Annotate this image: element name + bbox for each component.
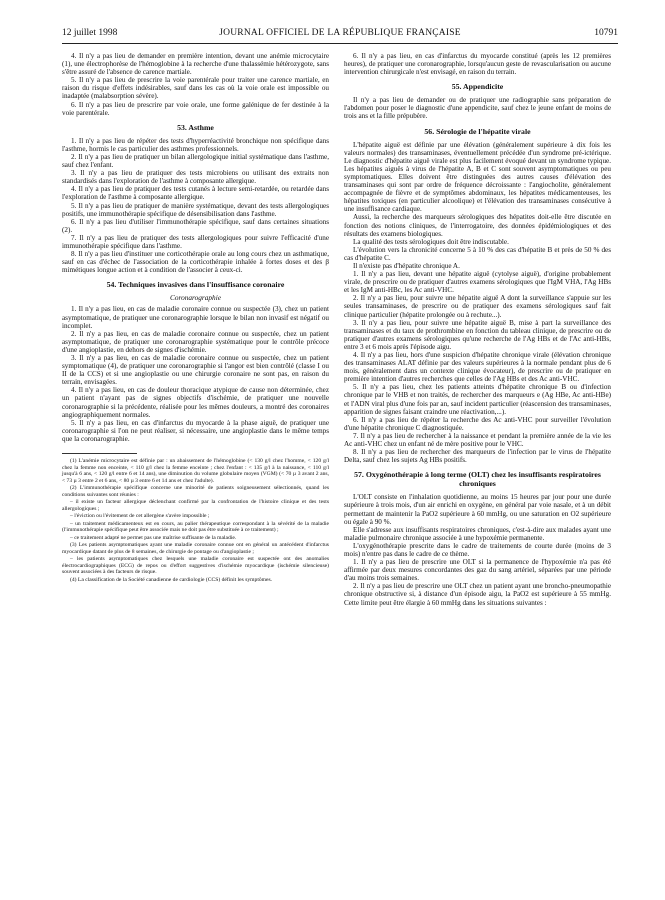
footnote: – il existe un facteur allergique déclenchant confirmé par la confrontation de l'histoire clinique et des tests allergologiques ; xyxy=(62,499,329,512)
paragraph: L'oxygénothérapie prescrite dans le cadre de traitements de courte durée (moins de 3 mois) n'entre pas dans le cadre de ce thème. xyxy=(344,541,611,558)
paragraph: 7. Il n'y a pas lieu de rechercher à la naissance et pendant la première année de la vie les Ac anti-VHC chez un enfant né de mère positive pour le VHC. xyxy=(344,431,611,449)
paragraph: 1. Il n'y a pas lieu, en cas de maladie coronaire connue ou suspectée (3), chez un patient asymptomatique, de pratiquer une coronarographie lorsque le bilan non invasif est négatif ou incomplet. xyxy=(62,305,329,330)
paragraph: 5. Il n'y a pas lieu de pratiquer de manière systématique, devant des tests allergologiques positifs, une immunothérapie spécifique de désensibilisation dans l'asthme. xyxy=(62,201,329,218)
paragraph: 2. Il n'y a pas lieu, en cas de maladie coronaire connue ou suspectée, chez un patient asymptomatique, de pratiquer une coronarographie systématique pour le contrôle précoce d'une angioplastie, en dehors de signes d'ischémie. xyxy=(62,329,329,354)
paragraph: 6. Il n'y a pas lieu de répéter la recherche des Ac anti-VHC pour surveiller l'évolution d'une hépatite chronique C diagnostiquée. xyxy=(344,415,611,432)
paragraph: 6. Il n'y a pas lieu d'utiliser l'immunothérapie spécifique, sauf dans certaines situations (2). xyxy=(62,217,329,234)
paragraph: 3. Il n'y a pas lieu de pratiquer des tests microbiens ou utilisant des extraits non standardisés dans l'exploration de l'asthme à composante allergique. xyxy=(62,169,329,186)
paragraph: 4. Il n'y a pas lieu de pratiquer des tests cutanés à lecture semi-retardée, ou retardée dans l'exploration de l'asthme à composante allergique. xyxy=(62,185,329,202)
paragraph: 4. Il n'y a pas lieu, en cas de douleur thoracique atypique de cause non déterminée, chez un patient n'ayant pas de signes objectifs d'ischémie, de pratiquer une nouvelle coronarographie si la précédente, réalisée pour les mêmes douleurs, a montré des coronaires angiographiquement normales. xyxy=(62,386,329,419)
paragraph: 8. Il n'y a pas lieu de rechercher des marqueurs de l'infection par le virus de l'hépatite Delta, sauf chez les sujets Ag HBs positifs. xyxy=(344,448,611,465)
paragraph: 8. Il n'y a pas lieu d'instituer une corticothérapie orale au long cours chez un asthmatique, sauf en cas d'échec de l'association de la corticothérapie inhalée à fortes doses et des β mimétiques longue action et à condition de l'associer à ceux-ci. xyxy=(62,250,329,275)
footnote: (3) Les patients asymptomatiques ayant une maladie coronaire connue ont en général un antécédent d'infarctus myocardique datant de plus de 8 semaines, de chirurgie de pontage ou d'angioplastie ; xyxy=(62,542,329,555)
paragraph: 4. Il n'y a pas lieu, hors d'une suspicion d'hépatite chronique virale (élévation chronique des transaminases ALAT définie par des valeurs supérieures à la normale pendant plus de 6 mois, généralement dans un contexte clinique évocateur), de prescrire ou de pratiquer en première intention d'autres recherches que celles de l'Ag HBs et des Ac anti-VHC. xyxy=(344,351,611,384)
section-subheading: Coronarographie xyxy=(170,293,221,303)
footnote: – ce traitement adapté ne permet pas une maîtrise suffisante de la maladie. xyxy=(70,534,237,541)
intro-paragraphs xyxy=(344,52,611,76)
paragraph: 6. Il n'y a pas lieu, en cas d'infarctus du myocarde constitué (après les 12 premières heures), de pratiquer une coronarographie, lorsqu'aucun geste de revascularisation ou aucune intervention chirurgicale n'est envisagé, en raison du terrain. xyxy=(344,52,611,77)
section-asthme xyxy=(62,137,329,275)
section-heading: 55. Appendicite xyxy=(451,82,504,92)
paragraph: 3. Il n'y a pas lieu, pour suivre une hépatite aiguë B, mise à part la surveillance des transaminases et du taux de prothrombine en fonction du tableau clinique, de prescrire ou de pratiquer d'autres examens sérologiques qu'une recherche de l'Ag HBs et de l'Ac anti-HBs, entre 3 et 6 mois après l'épisode aigu. xyxy=(344,318,611,351)
section-heading: 57. Oxygénothérapie à long terme (OLT) chez les insuffisants respiratoires chroniques xyxy=(354,470,601,489)
header-date: 12 juillet 1998 xyxy=(62,28,118,38)
paragraph: Il n'existe pas d'hépatite chronique A. xyxy=(353,261,460,270)
paragraph: 1. Il n'y a pas lieu de répéter des tests d'hyperréactivité bronchique non spécifique dans l'asthme, hormis le cas particulier des asthmes professionnels. xyxy=(62,136,329,153)
intro-paragraphs xyxy=(62,52,329,117)
paragraph: 1. Il n'y a pas lieu, devant une hépatite aiguë (cytolyse aiguë), d'origine probablement virale, de prescrire ou de pratiquer d'autres examens sérologiques que l'IgM VHA, l'Ag HBs et les IgM anti-HBc, les Ac anti-VHC. xyxy=(344,270,611,295)
footnote-separator xyxy=(62,453,137,454)
footnote: (2) L'immunothérapie spécifique concerne une minorité de patients soigneusement sélectionnés, quand les conditions suivantes sont réunies : xyxy=(62,485,329,498)
paragraph: 5. Il n'y a pas lieu de prescrire la voie parentérale pour traiter une carence martiale, en raison du risque d'effets indésirables, sauf dans les cas où la voie orale est impossible ou inadaptée (malabsorption sévère). xyxy=(62,76,329,101)
section-heading: 54. Techniques invasives dans l'insuffisance coronaire xyxy=(106,280,285,290)
paragraph: Il n'y a pas lieu de demander ou de pratiquer une radiographie sans préparation de l'abdomen pour poser le diagnostic d'une appendicite, sauf chez le jeune enfant de moins de trois ans et la fille prépubère. xyxy=(344,96,611,121)
section-heading: 53. Asthme xyxy=(177,122,214,132)
section-oxygenotherapie xyxy=(344,493,611,606)
paragraph: 1. Il n'y a pas lieu de prescrire une OLT si la permanence de l'hypoxémie n'a pas été affirmée par deux mesures concordantes des gaz du sang artériel, séparées par une période d'au moins trois semaines. xyxy=(344,558,611,583)
paragraph: 4. Il n'y a pas lieu de demander en première intention, devant une anémie microcytaire (1), une électrophorèse de l'hémoglobine à la recherche d'une thalassémie hétérozygote, sans s'être assuré de l'absence de carence martiale. xyxy=(62,52,329,77)
paragraph: 6. Il n'y a pas lieu de prescrire par voie orale, une forme galénique de fer destinée à la voie parentérale. xyxy=(62,100,329,117)
paragraph: La qualité des tests sérologiques doit être indiscutable. xyxy=(353,237,509,246)
journal-title: JOURNAL OFFICIEL DE LA RÉPUBLIQUE FRANÇAISE xyxy=(219,28,461,38)
footnote: – l'éviction ou l'évitement de cet allergène s'avère impossible ; xyxy=(70,513,210,520)
footnote: (1) L'anémie microcytaire est définie par : un abaissement de l'hémoglobine (< 130 g/l chez l'homme, < 120 g/l chez la femme non enceinte, < 110 g/l chez la femme enceinte ; chez l'enfant : < 135 g/l à la naissance, < 110 g/l jusqu'à 6 ans, < 120 g/l entre 6 et 14 ans), une diminution du volume globulaire moyen (VGM) (< 70 µ 3 avant 2 ans, < 73 µ 3 entre 2 et 6 ans, < 80 µ 3 entre 6 et 14 ans et chez l'adulte). xyxy=(62,458,329,484)
footnotes xyxy=(62,458,329,583)
section-hepatite xyxy=(344,141,611,465)
paragraph: L'hépatite aiguë est définie par une élévation (généralement supérieure à dix fois les valeurs normales) des transaminases, éventuellement précédée d'un syndrome pré-ictérique. Le diagnostic d'hépatite aiguë virale est plus facilement évoqué devant un syndrome typique. Les hépatites aiguës à virus de l'hépatite A, B et C sont souvent asymptomatiques ou peu symptomatiques. Elles doivent être distinguées des autres causes d'élévation des transaminases qui sont par ordre de fréquence décroissante : l'angiocholite, généralement accompagnée de fièvre et de symptômes abdominaux, les hépatites médicamenteuses, les hépatites toxiques (en particulier alcoolique) et l'élévation des transaminases consécutive à une insuffisance cardiaque. xyxy=(344,140,611,214)
right-column xyxy=(344,52,611,607)
section-appendicite xyxy=(344,96,611,120)
paragraph: 2. Il n'y a pas lieu de prescrire une OLT chez un patient ayant une broncho-pneumopathie chronique obstructive si, à distance d'un épisode aigu, la PaO2 est supérieure à 55 mmHg. Cette limite peut être élargie à 60 mmHg dans les situations suivantes : xyxy=(344,582,611,607)
paragraph: 7. Il n'y a pas lieu de pratiquer des tests allergologiques pour suivre l'efficacité d'une immunothérapie spécifique dans l'asthme. xyxy=(62,233,329,250)
page-number: 10791 xyxy=(594,28,618,38)
paragraph: L'OLT consiste en l'inhalation quotidienne, au moins 15 heures par jour pour une durée supérieure à trois mois, d'un air enrichi en oxygène, en général par voie nasale, et à un débit permettant de maintenir la PaO2 supérieure à 60 mmHg, ou une saturation en O2 supérieure ou égale à 90 %. xyxy=(344,493,611,526)
footnote: (4) La classification de la Société canadienne de cardiologie (CCS) définit les symptômes. xyxy=(70,576,273,583)
paragraph: L'évolution vers la chronicité concerne 5 à 10 % des cas d'hépatite B et près de 50 % des cas d'hépatite C. xyxy=(344,245,611,262)
header-rule xyxy=(62,43,618,44)
paragraph: 5. Il n'y a pas lieu, chez les patients atteints d'hépatite chronique B ou d'infection chronique par le VHB et non traités, de rechercher des marqueurs e (Ag HBe, Ac anti-HBe) et l'ADN viral plus d'une fois par an, sauf incident particulier (réascension des transaminases, apparition de signes faisant craindre une réactivation,...). xyxy=(344,383,611,416)
left-column xyxy=(62,52,329,584)
paragraph: 2. Il n'y a pas lieu de pratiquer un bilan allergologique initial systématique dans l'asthme, sauf chez l'enfant. xyxy=(62,152,329,170)
section-heading: 56. Sérologie de l'hépatite virale xyxy=(424,126,531,136)
footnote: – un traitement médicamenteux est en cours, au palier thérapeutique correspondant à la sévérité de la maladie (l'immunothérapie spécifique peut être associée mais ne doit pas être substituée à ce traitement) ; xyxy=(62,520,329,534)
page-header xyxy=(62,28,618,42)
paragraph: 5. Il n'y a pas lieu, en cas d'infarctus du myocarde à la phase aiguë, de pratiquer une coronarographie si l'on ne peut réaliser, si nécessaire, une angioplastie dans le même temps que la coronarographie. xyxy=(62,418,329,443)
paragraph: Elle s'adresse aux insuffisants respiratoires chroniques, c'est-à-dire aux malades ayant une maladie pulmonaire chronique associée à une hypoxémie permanente. xyxy=(344,525,611,542)
footnote: – les patients asymptomatiques chez lesquels une maladie coronaire est suspectée ont des anomalies électrocardiographiques (ECG) de repos ou d'effort suggestives d'ischémie myocardique (ischémie silencieuse) souvent associées à des facteurs de risque. xyxy=(62,556,329,576)
paragraph: Aussi, la recherche des marqueurs sérologiques des hépatites doit-elle être discutée en fonction des notions cliniques, de l'interrogatoire, des données épidémiologiques et des résultats des examens biologiques. xyxy=(344,213,611,238)
paragraph: 3. Il n'y a pas lieu, en cas de maladie coronaire connue ou suspectée, chez un patient symptomatique (4), de pratiquer une coronarographie si l'angor est bien contrôlé (classe I ou II de la CCS) et si une angioplastie ou une chirurgie coronaire ne sont pas, en raison du terrain, envisagées. xyxy=(62,354,329,387)
paragraph: 2. Il n'y a pas lieu, pour suivre une hépatite aiguë A dont la surveillance s'appuie sur les seules transaminases, de prescrire ou de pratiquer des examens sérologiques sauf fait clinique particulier (hépatite prolongée ou à rechute...). xyxy=(344,294,611,319)
section-coronarographie xyxy=(62,305,329,443)
